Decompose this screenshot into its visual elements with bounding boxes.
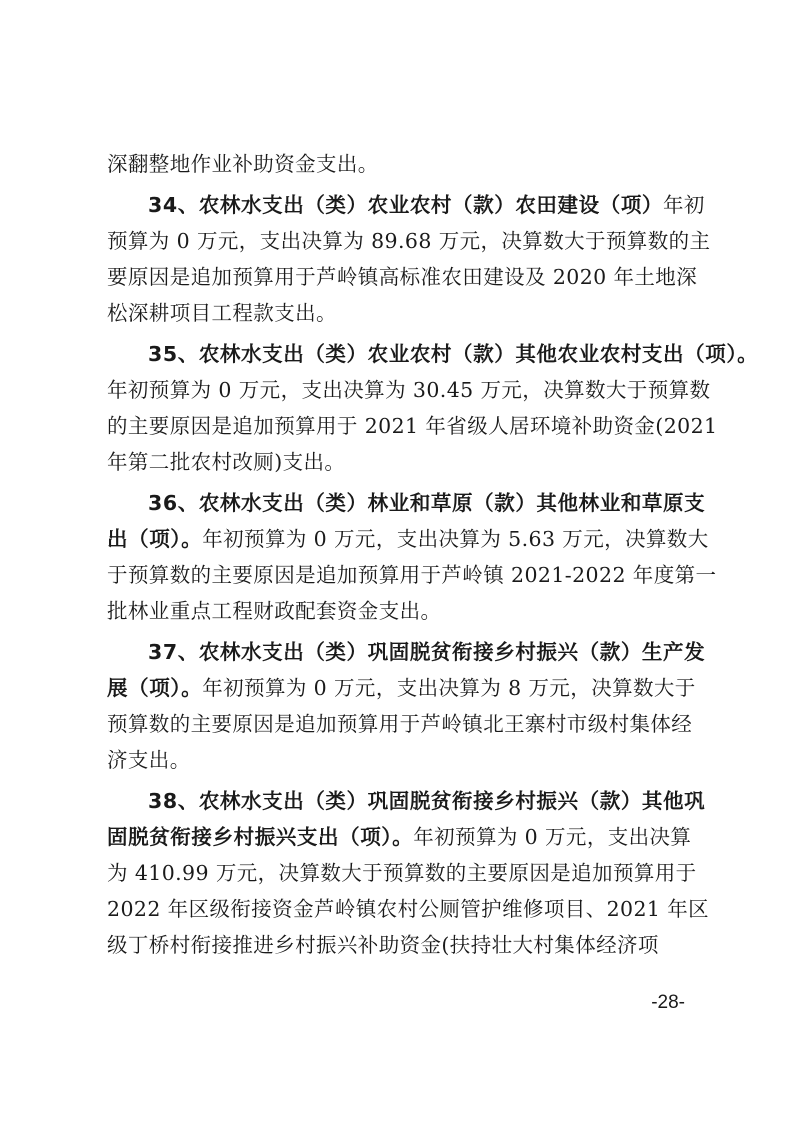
item-heading: 35、农林水支出（类）农业农村（款）其他农业农村支出（项）。 — [148, 342, 759, 366]
text-line — [107, 927, 695, 963]
text-line — [107, 295, 695, 331]
line-text: 于预算数的主要原因是追加预算用于芦岭镇 2021-2022 年度第一 — [107, 563, 717, 587]
item-heading: 37、农林水支出（类）巩固脱贫衔接乡村振兴（款）生产发 — [148, 640, 706, 664]
paragraph-item-34 — [107, 187, 711, 331]
page-number: -28- — [651, 992, 685, 1013]
text-line — [107, 557, 717, 593]
text-line — [107, 855, 695, 891]
text-line — [107, 670, 695, 706]
line-text: 级丁桥村衔接推进乡村振兴补助资金(扶持壮大村集体经济项 — [107, 933, 659, 957]
paragraph-continuation — [107, 146, 695, 182]
item-heading: 38、农林水支出（类）巩固脱贫衔接乡村振兴（款）其他巩 — [148, 789, 706, 813]
text-line — [107, 742, 695, 778]
line-text: 松深耕项目工程款支出。 — [107, 301, 337, 325]
line-text: 的主要原因是追加预算用于 2021 年省级人居环境补助资金(2021 — [107, 414, 718, 438]
line-text: 济支出。 — [107, 748, 191, 772]
line-text: 2022 年区级衔接资金芦岭镇农村公厕管护维修项目、2021 年区 — [107, 897, 710, 921]
line-text: 预算为 0 万元，支出决算为 89.68 万元，决算数大于预算数的主 — [107, 229, 711, 253]
item-heading: 34、农林水支出（类）农业农村（款）农田建设（项） — [148, 193, 664, 217]
line-text: 年初预算为 0 万元，支出决算为 8 万元，决算数大于 — [202, 676, 696, 700]
line-text: 预算数的主要原因是追加预算用于芦岭镇北王寨村市级村集体经 — [107, 712, 693, 736]
line-text: 年第二批农村改厕)支出。 — [107, 450, 346, 474]
line-text: 年初预算为 0 万元，支出决算 — [413, 825, 692, 849]
paragraph-item-38 — [107, 783, 710, 963]
paragraph-item-35 — [107, 336, 759, 480]
line-text: 要原因是追加预算用于芦岭镇高标准农田建设及 2020 年土地深 — [107, 265, 698, 289]
line-text: 年初 — [663, 193, 705, 217]
text-line — [107, 444, 695, 480]
text-line — [107, 891, 710, 927]
text-line — [107, 485, 706, 521]
text-line — [107, 593, 695, 629]
line-text: 深翻整地作业补助资金支出。 — [107, 152, 379, 176]
line-text: 批林业重点工程财政配套资金支出。 — [107, 599, 442, 623]
text-line — [107, 336, 759, 372]
paragraph-item-37 — [107, 634, 706, 778]
paragraph-item-36 — [107, 485, 717, 629]
item-heading: 固脱贫衔接乡村振兴支出（项）。 — [107, 825, 414, 849]
text-line — [107, 187, 705, 223]
text-line — [107, 146, 695, 182]
text-line — [107, 634, 706, 670]
line-text: 年初预算为 0 万元，支出决算为 5.63 万元，决算数大 — [202, 527, 709, 551]
text-line — [107, 521, 709, 557]
text-line — [107, 372, 711, 408]
item-heading: 36、农林水支出（类）林业和草原（款）其他林业和草原支 — [148, 491, 706, 515]
document-body — [107, 146, 759, 963]
item-heading: 展（项）。 — [107, 676, 203, 700]
text-line — [107, 783, 706, 819]
line-text: 为 410.99 万元，决算数大于预算数的主要原因是追加预算用于 — [107, 861, 697, 885]
text-line — [107, 408, 718, 444]
item-heading: 出（项）。 — [107, 527, 203, 551]
text-line — [107, 259, 698, 295]
line-text: 年初预算为 0 万元，支出决算为 30.45 万元，决算数大于预算数 — [107, 378, 711, 402]
text-line — [107, 706, 695, 742]
text-line — [107, 819, 695, 855]
text-line — [107, 223, 711, 259]
